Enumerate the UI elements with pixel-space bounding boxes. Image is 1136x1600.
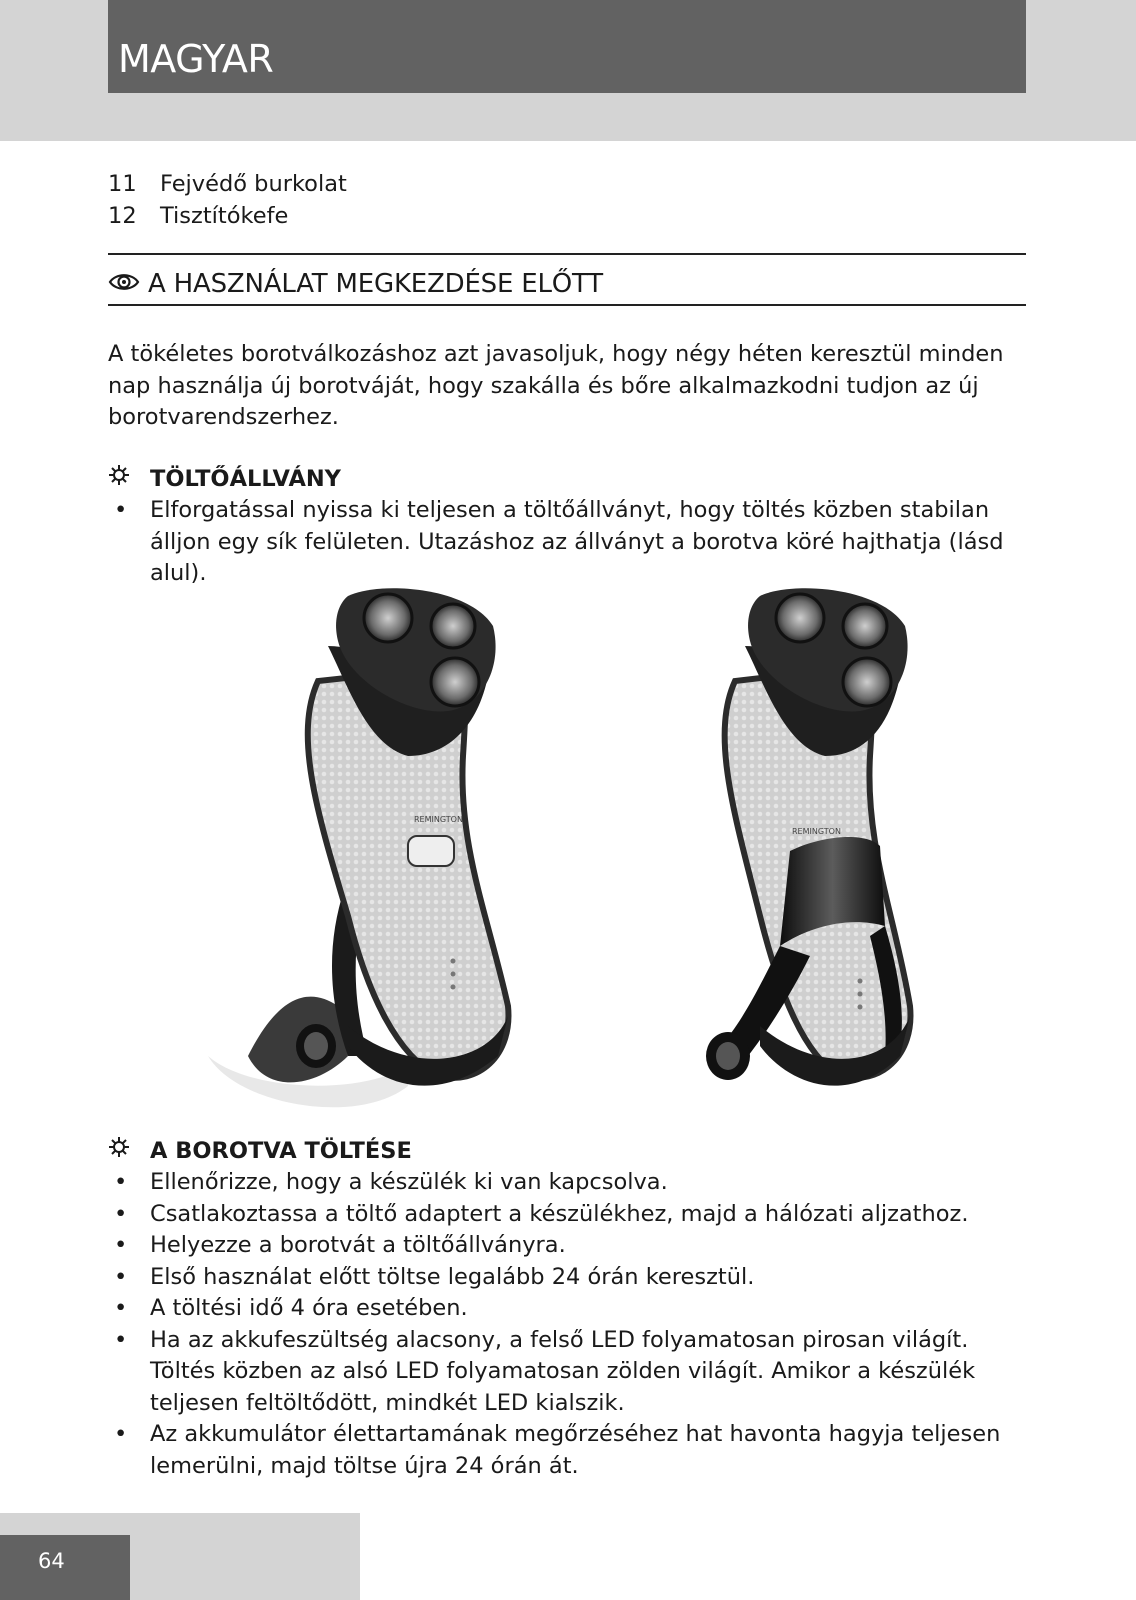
part-label: Tisztítókefe bbox=[160, 203, 289, 229]
section-title: A HASZNÁLAT MEGKEZDÉSE ELŐTT bbox=[148, 269, 603, 299]
stand-bullet-list bbox=[108, 495, 1026, 590]
eye-icon bbox=[108, 265, 148, 305]
stand-heading bbox=[108, 464, 341, 495]
section-rule-bottom bbox=[108, 304, 1026, 306]
list-item: • Ha az akkufeszültség alacsony, a felső LED folyamatosan pirosan világít. Töltés közben az alsó LED folyamatosan zölden világít. Amikor a készülék teljesen feltöltődött, mindkét LED kialszik. bbox=[114, 1326, 976, 1416]
sun-icon bbox=[108, 464, 150, 495]
brand-label: REMINGTON bbox=[792, 827, 841, 836]
language-label: MAGYAR bbox=[118, 37, 274, 81]
part-number: 12 bbox=[108, 203, 137, 229]
charging-title: A BOROTVA TÖLTÉSE bbox=[150, 1138, 412, 1164]
parts-list-item bbox=[108, 169, 347, 200]
stand-title: TÖLTŐÁLLVÁNY bbox=[150, 466, 341, 492]
part-label: Fejvédő burkolat bbox=[160, 171, 347, 197]
parts-list-item bbox=[108, 201, 288, 232]
list-item: • Elforgatással nyissa ki teljesen a töltőállványt, hogy töltés közben stabilan álljon egy sík felületen. Utazáshoz az állványt a borotva köré hajthatja (lásd alul). bbox=[114, 497, 1004, 586]
list-item: • Az akkumulátor élettartamának megőrzéséhez hat havonta hagyja teljesen lemerülni, majd töltse újra 24 órán át. bbox=[114, 1421, 1001, 1479]
page-number: 64 bbox=[0, 1535, 130, 1600]
sun-icon bbox=[108, 1136, 150, 1167]
part-number: 11 bbox=[108, 171, 137, 197]
list-item: • Helyezze a borotvát a töltőállványra. bbox=[114, 1232, 566, 1258]
section-heading bbox=[108, 264, 603, 305]
list-item: • A töltési idő 4 óra esetében. bbox=[114, 1295, 468, 1321]
charging-bullet-list bbox=[108, 1167, 1026, 1482]
list-item: • Csatlakoztassa a töltő adaptert a készülékhez, majd a hálózati aljzathoz. bbox=[114, 1200, 969, 1227]
list-item: • Első használat előtt töltse legalább 24 órán keresztül. bbox=[114, 1263, 755, 1290]
shaver-folded-stand-image bbox=[700, 586, 930, 1150]
charging-heading bbox=[108, 1136, 412, 1167]
language-tab bbox=[108, 0, 1026, 93]
brand-label: REMINGTON bbox=[414, 815, 463, 824]
list-item: • Ellenőrizze, hogy a készülék ki van kapcsolva. bbox=[114, 1169, 668, 1195]
section-rule-top bbox=[108, 253, 1026, 255]
shaver-on-stand-image bbox=[208, 586, 528, 1150]
intro-paragraph: A tökéletes borotválkozáshoz azt javasoljuk, hogy négy héten keresztül minden nap használja új borotváját, hogy szakálla és bőre alkalmazkodni tudjon az új borotvarendszerhez. bbox=[108, 341, 1004, 430]
